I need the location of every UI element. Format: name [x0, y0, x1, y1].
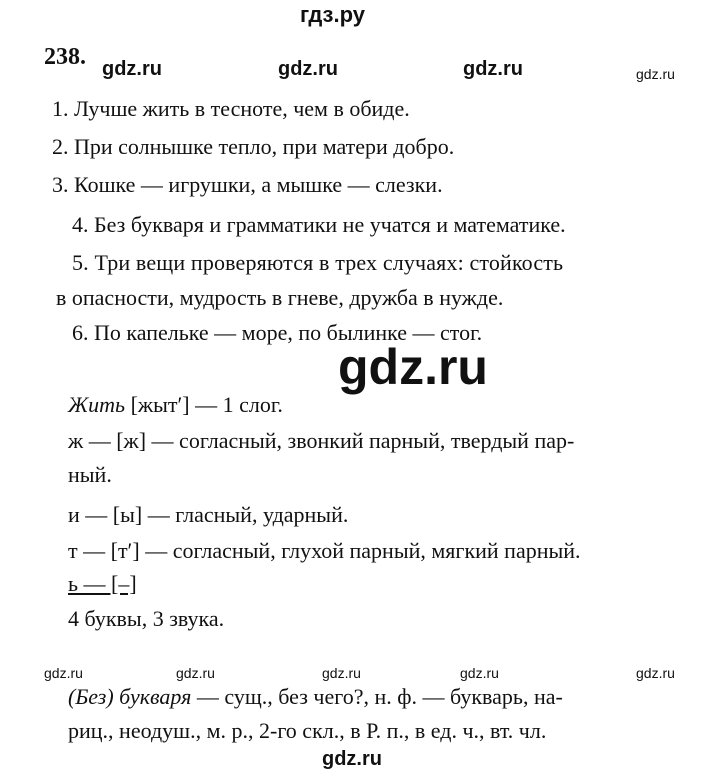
proverb-line: 4. Без букваря и грамматики не учатся и математике.	[72, 212, 566, 237]
watermark: gdz.ru	[44, 665, 83, 681]
analysis-line: ж — [ж] — согласный, звонкий парный, твердый пар-	[68, 428, 575, 453]
analysis-soft-sign: ь — [–]	[68, 571, 137, 596]
watermark-large: gdz.ru	[338, 339, 488, 395]
watermark: gdz.ru	[322, 665, 361, 681]
analysis-summary: 4 буквы, 3 звука.	[68, 606, 225, 631]
watermark: gdz.ru	[176, 665, 215, 681]
analysis-line: т — [т′] — согласный, глухой парный, мягкий парный.	[68, 538, 581, 563]
watermark: gdz.ru	[636, 665, 675, 681]
proverb-line: 3. Кошке — игрушки, а мышке — слезки.	[52, 172, 443, 197]
morph-word: (Без) букваря	[68, 684, 192, 709]
proverb-line: 1. Лучше жить в тесноте, чем в обиде.	[52, 96, 410, 121]
analysis-line: ный.	[68, 462, 112, 487]
watermark: gdz.ru	[460, 665, 499, 681]
proverb-line: в опасности, мудрость в гневе, дружба в нужде.	[56, 285, 504, 310]
watermark: gdz.ru	[102, 58, 162, 80]
site-header: гдз.ру	[300, 2, 365, 27]
analysis-word: Жить	[68, 392, 126, 417]
proverb-line: 5. Три вещи проверяются в трех случаях: стойкость	[72, 250, 564, 275]
proverb-line: 2. При солнышке тепло, при матери добро.	[52, 134, 455, 159]
watermark-footer: gdz.ru	[322, 748, 382, 770]
analysis-line: и — [ы] — гласный, ударный.	[68, 502, 349, 527]
analysis-heading	[68, 392, 283, 418]
morph-rest: — сущ., без чего?, н. ф. — букварь, на-	[191, 684, 563, 709]
exercise-number: 238.	[44, 44, 86, 70]
analysis-transcription: [жыт′] — 1 слог.	[125, 392, 283, 417]
morph-line: риц., неодуш., м. р., 2-го скл., в Р. п., в ед. ч., вт. чл.	[68, 718, 547, 743]
morph-line	[68, 684, 563, 710]
proverb-line: 6. По капельке — море, по былинке — стог.	[72, 320, 483, 345]
watermark: gdz.ru	[278, 58, 338, 80]
watermark: gdz.ru	[636, 66, 675, 82]
watermark: gdz.ru	[463, 58, 523, 80]
